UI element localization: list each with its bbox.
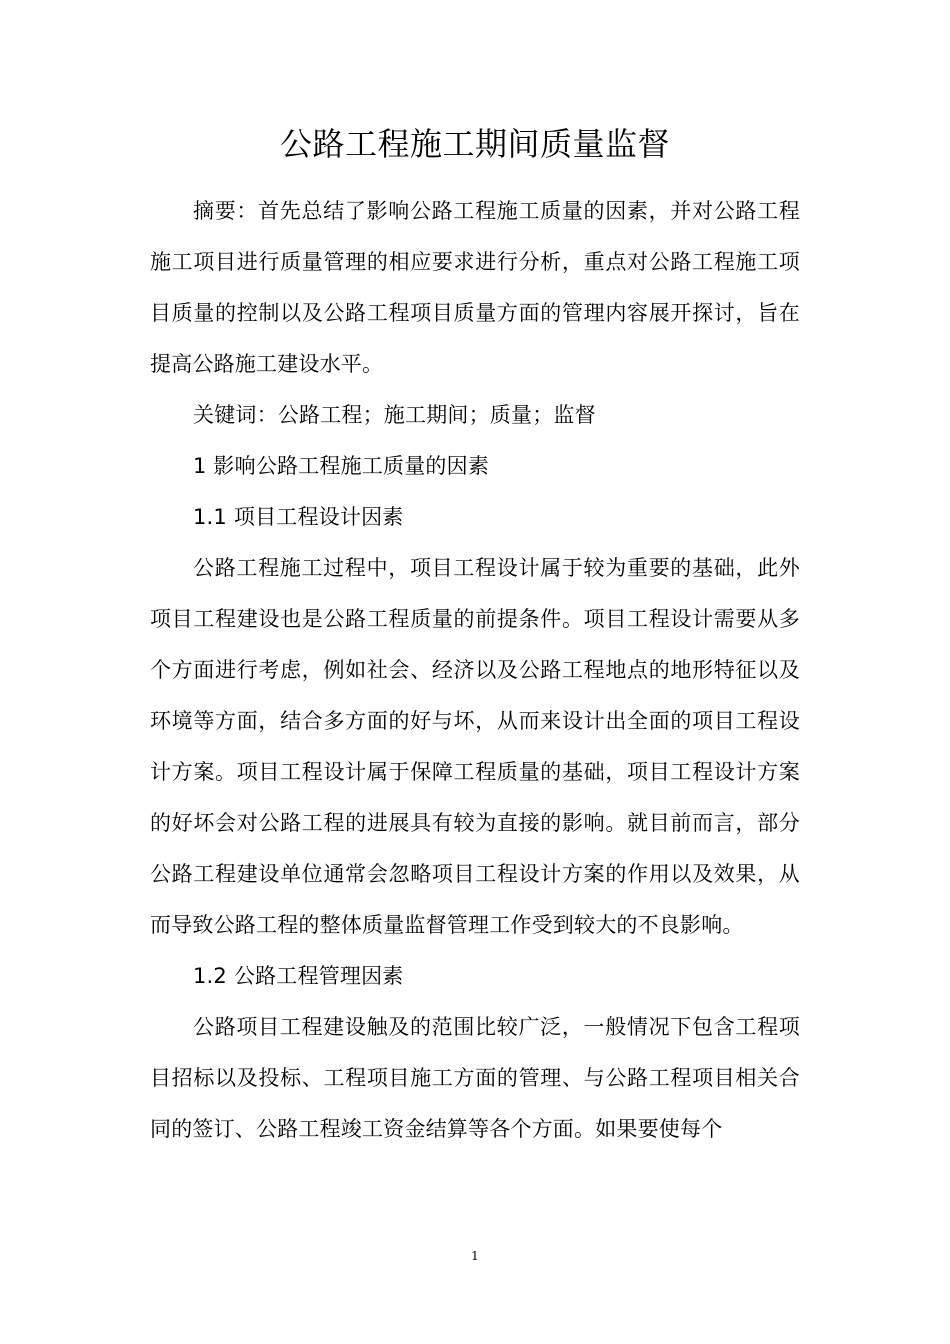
section-1-1-paragraph: 公路工程施工过程中，项目工程设计属于较为重要的基础，此外项目工程建设也是公路工程质量的前提条件。项目工程设计需要从多个方面进行考虑，例如社会、经济以及公路工程地点的地形特征以及环境等方面，结合多方面的好与坏，从而来设计出全面的项目工程设计方案。项目工程设计属于保障工程质量的基础，项目工程设计方案的好坏会对公路工程的进展具有较为直接的影响。就目前而言，部分公路工程建设单位通常会忽略项目工程设计方案的作用以及效果，从而导致公路工程的整体质量监督管理工作受到较大的不良影响。 xyxy=(150,556,800,937)
document-body xyxy=(150,186,800,1155)
section-1-heading: 1 影响公路工程施工质量的因素 xyxy=(193,454,490,478)
section-1-2-paragraph: 公路项目工程建设触及的范围比较广泛，一般情况下包含工程项目招标以及投标、工程项目施工方面的管理、与公路工程项目相关合同的签订、公路工程竣工资金结算等各个方面。如果要使每个 xyxy=(150,1015,800,1141)
section-1-1-heading: 1.1 项目工程设计因素 xyxy=(193,505,404,529)
keywords-paragraph: 关键词：公路工程；施工期间；质量；监督 xyxy=(193,403,596,427)
section-1-2-heading: 1.2 公路工程管理因素 xyxy=(193,964,404,988)
document-title: 公路工程施工期间质量监督 xyxy=(279,125,670,163)
page-number: 1 xyxy=(471,1249,479,1263)
abstract-paragraph: 摘要：首先总结了影响公路工程施工质量的因素，并对公路工程施工项目进行质量管理的相应要求进行分析，重点对公路工程施工项目质量的控制以及公路工程项目质量方面的管理内容展开探讨，旨在提高公路施工建设水平。 xyxy=(150,199,800,376)
